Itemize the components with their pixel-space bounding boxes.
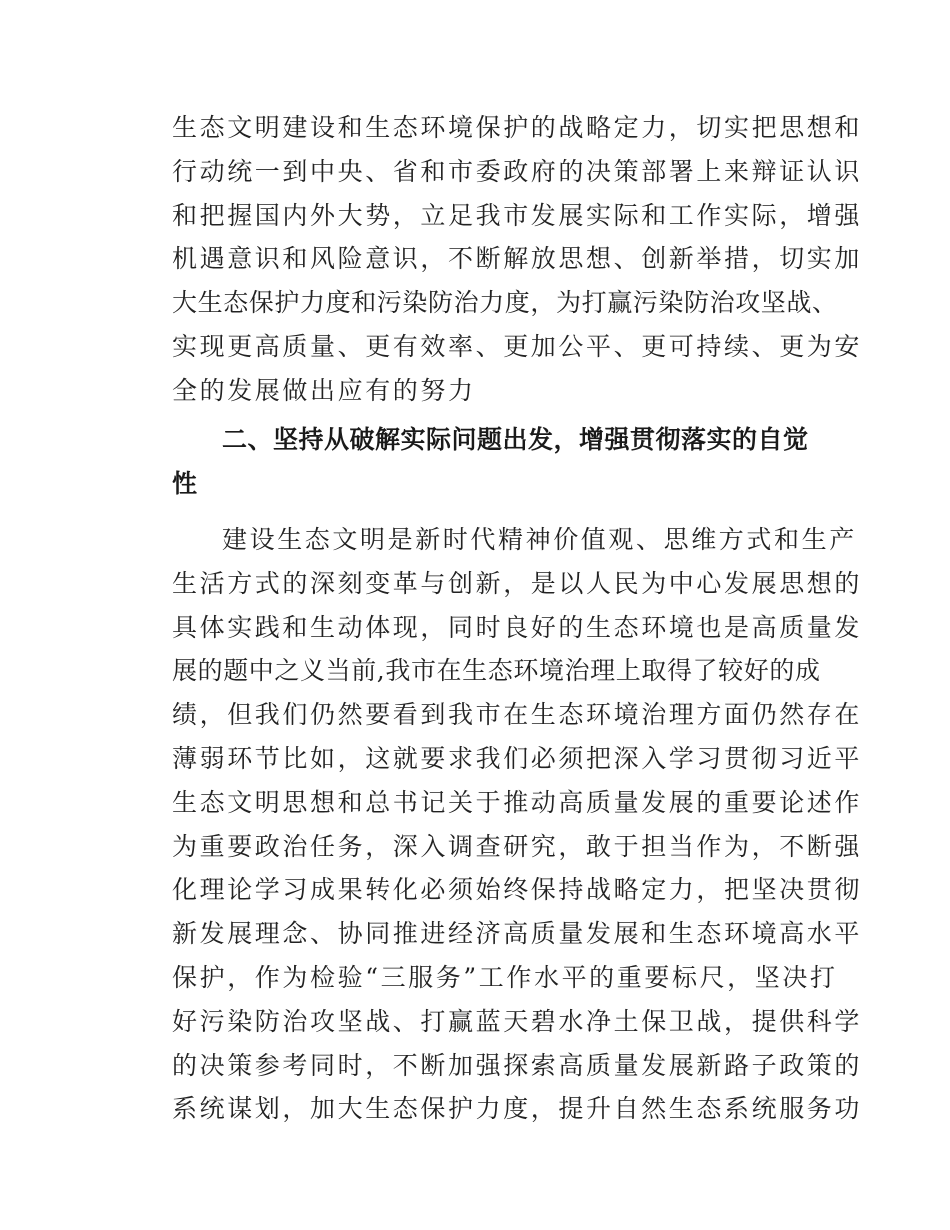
text-line: 生活方式的深刻变革与创新，是以人民为中心发展思想的 [172,568,863,598]
heading-line: 二、坚持从破解实际问题出发，增强贯彻落实的自觉 [222,425,809,454]
text-line: 大生态保护力度和污染防治力度，为打赢污染防治攻坚战、 [172,288,838,318]
text-line: 展的题中之义当前,我市在生态环境治理上取得了较好的成 [172,656,821,686]
text-line: 生态文明建设和生态环境保护的战略定力，切实把思想和 [172,113,863,142]
text-line: 为重要政治任务，深入调查研究，敢于担当作为，不断强 [172,831,863,861]
text-line: 具体实践和生动体现，同时良好的生态环境也是高质量发 [172,612,863,642]
text-line: 化理论学习成果转化必须始终保持战略定力，把坚决贯彻 [172,875,863,905]
text-line: 机遇意识和风险意识，不断解放思想、创新举措，切实加 [172,244,863,274]
body-paragraph [172,518,863,1131]
body-paragraph [172,106,863,413]
heading-line: 性 [172,468,198,498]
text-line: 和把握国内外大势，立足我市发展实际和工作实际，增强 [172,200,863,230]
section-heading [172,418,812,506]
text-line: 绩，但我们仍然要看到我市在生态环境治理方面仍然存在 [172,700,863,730]
text-line: 系统谋划，加大生态保护力度，提升自然生态系统服务功 [172,1094,863,1124]
text-line: 新发展理念、协同推进经济高质量发展和生态环境高水平 [172,919,863,949]
text-line: 建设生态文明是新时代精神价值观、思维方式和生产 [222,525,857,554]
text-line: 保护，作为检验“三服务”工作水平的重要标尺，坚决打 [172,962,838,992]
text-line: 的决策参考同时，不断加强探索高质量发展新路子政策的 [172,1050,863,1080]
text-line: 生态文明思想和总书记关于推动高质量发展的重要论述作 [172,787,863,817]
text-line: 薄弱环节比如，这就要求我们必须把深入学习贯彻习近平 [172,743,863,773]
text-line: 好污染防治攻坚战、打赢蓝天碧水净土保卫战，提供科学 [172,1006,863,1036]
text-line: 实现更高质量、更有效率、更加公平、更可持续、更为安 [172,331,863,361]
text-line: 全的发展做出应有的努力 [172,375,476,405]
text-line: 行动统一到中央、省和市委政府的决策部署上来辩证认识 [172,156,863,186]
